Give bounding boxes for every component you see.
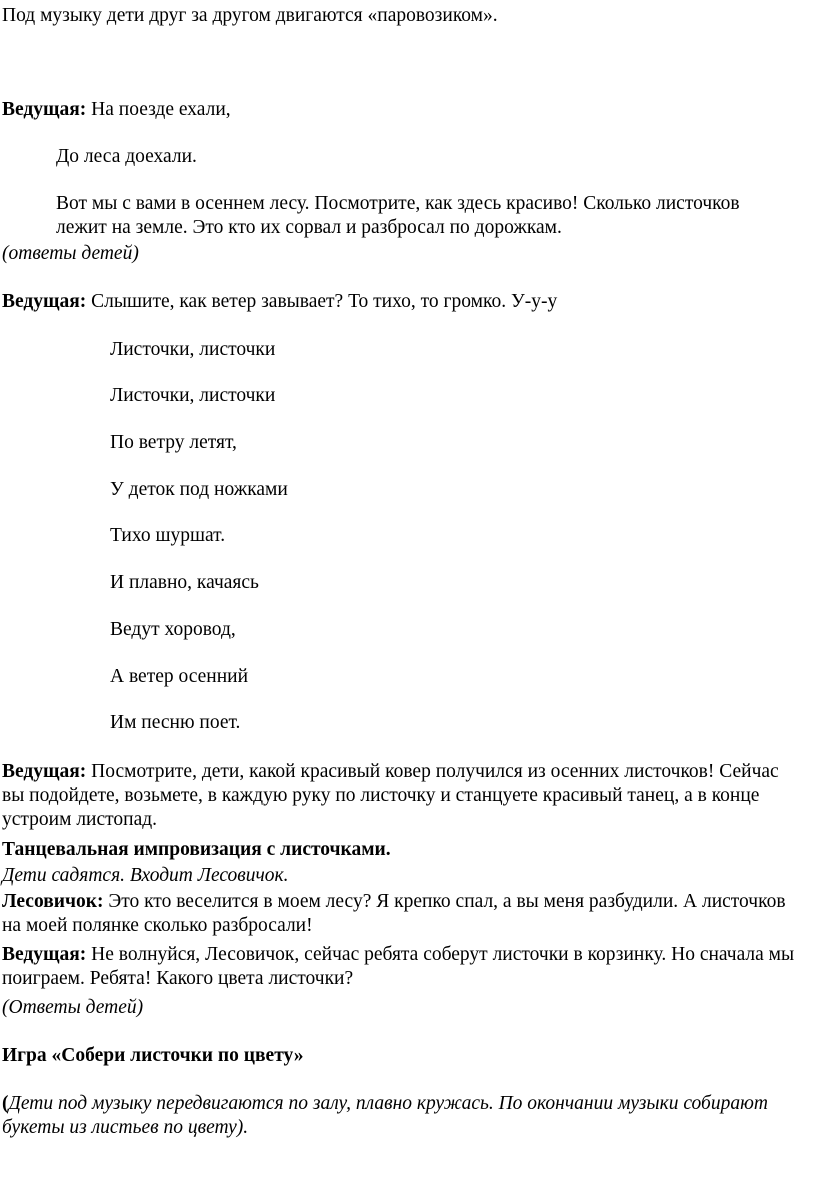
poem-line: По ветру летят,: [110, 432, 237, 453]
poem-line: И плавно, качаясь: [110, 572, 259, 593]
game-description: [2, 1092, 772, 1140]
paragraph-10: [2, 943, 802, 991]
paragraph-5: [2, 290, 796, 314]
speech-text: Слышите, как ветер завывает? То тихо, то громко. У-у-у: [86, 291, 558, 312]
open-paren: (: [2, 1093, 9, 1114]
paragraph-9: [2, 890, 802, 938]
poem-line: Им песню поет.: [110, 712, 241, 733]
poem-line: Тихо шуршат.: [110, 525, 226, 546]
poem-line: У деток под ножками: [110, 479, 288, 500]
poem-line: А ветер осенний: [110, 666, 249, 687]
poem-line: Листочки, листочки: [110, 385, 276, 406]
speaker-label: Ведущая:: [2, 761, 87, 782]
section-heading-game: Игра «Собери листочки по цвету»: [2, 1045, 304, 1066]
speaker-label: Лесовичок:: [2, 891, 104, 912]
speaker-label: Ведущая:: [2, 944, 87, 965]
section-heading-dance: Танцевальная импровизация с листочками.: [2, 839, 391, 860]
poem-line: Ведут хоровод,: [110, 619, 236, 640]
speech-text: Это кто веселится в моем лесу? Я крепко спал, а вы меня разбудили. А листочков на моей полянке сколько разбросали!: [2, 891, 786, 936]
stage-direction: Дети садятся. Входит Лесовичок.: [2, 865, 289, 886]
speech-text: На поезде ехали,: [86, 99, 231, 120]
paragraph-6: [2, 760, 802, 832]
children-answers-note: (ответы детей): [2, 243, 139, 264]
speaker-label: Ведущая:: [2, 99, 87, 120]
paragraph-3: Вот мы с вами в осеннем лесу. Посмотрите, как здесь красиво! Сколько листочков лежит на земле. Это кто их сорвал и разбросал по дорожкам.: [56, 193, 740, 238]
speech-text: Посмотрите, дети, какой красивый ковер получился из осенних листочков! Сейчас вы подойдете, возьмете, в каждую руку по листочку и станцуете красивый танец, а в конце устроим листопад.: [2, 761, 779, 830]
children-answers-note: (Ответы детей): [2, 997, 144, 1018]
speaker-label: Ведущая:: [2, 291, 87, 312]
paragraph-1: [2, 98, 796, 122]
description-text: Дети под музыку передвигаются по залу, плавно кружась. По окончании музыки собирают букеты из листьев по цвету).: [2, 1093, 768, 1138]
intro-line: Под музыку дети друг за другом двигаются «паровозиком».: [2, 5, 498, 26]
poem-line: Листочки, листочки: [110, 339, 276, 360]
paragraph-2: До леса доехали.: [56, 146, 197, 167]
speech-text: Не волнуйся, Лесовичок, сейчас ребята соберут листочки в корзинку. Но сначала мы поиграем. Ребята! Какого цвета листочки?: [2, 944, 795, 989]
